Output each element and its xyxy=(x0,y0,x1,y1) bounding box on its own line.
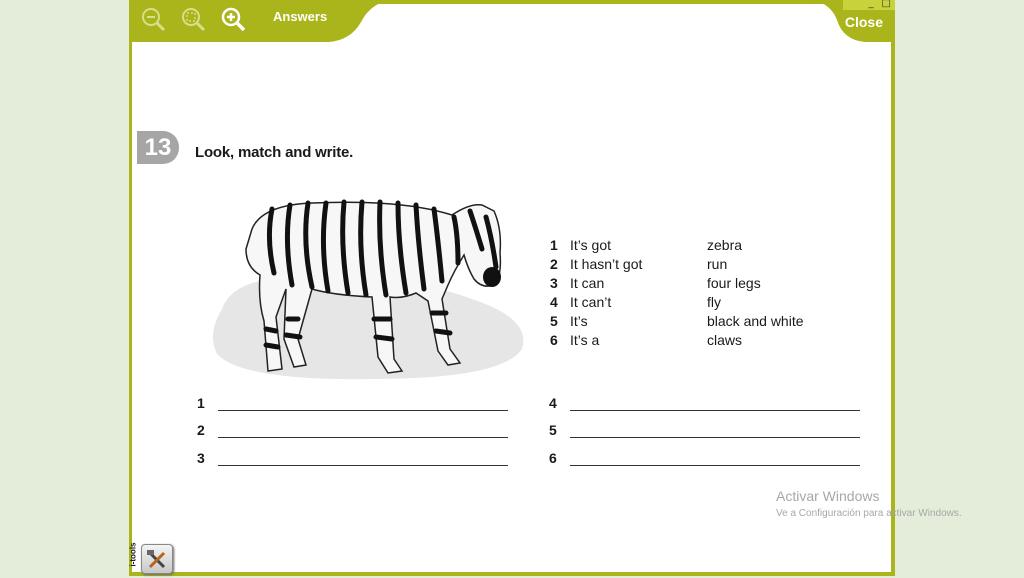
close-tab xyxy=(813,0,895,42)
toolbar xyxy=(129,0,387,42)
answer-line[interactable] xyxy=(570,437,860,438)
phrase-start[interactable]: It can’t xyxy=(570,294,612,310)
maximize-button[interactable]: □ xyxy=(881,0,891,9)
itools-panel xyxy=(129,538,177,576)
itools-button[interactable] xyxy=(141,544,173,574)
zoom-in-icon[interactable] xyxy=(219,6,249,32)
answer-line[interactable] xyxy=(218,437,508,438)
answer-number: 5 xyxy=(549,422,557,438)
zebra-image xyxy=(202,189,532,384)
window-controls xyxy=(843,0,895,11)
phrase-start[interactable]: It’s xyxy=(570,313,588,329)
exercise-instruction: Look, match and write. xyxy=(195,144,354,161)
item-number: 4 xyxy=(550,294,558,310)
item-number: 3 xyxy=(550,275,558,291)
phrase-end[interactable]: claws xyxy=(707,332,743,348)
answer-number: 3 xyxy=(197,450,205,466)
answer-number: 1 xyxy=(197,395,205,411)
windows-activation-watermark xyxy=(776,488,962,519)
item-number: 1 xyxy=(550,237,558,253)
itools-label: i-tools xyxy=(128,542,138,567)
answer-number: 2 xyxy=(197,422,205,438)
close-button[interactable]: Close xyxy=(844,14,883,30)
phrase-end[interactable]: zebra xyxy=(707,237,743,253)
watermark-title: Activar Windows xyxy=(776,488,880,504)
item-number: 6 xyxy=(550,332,558,348)
phrase-end[interactable]: fly xyxy=(707,294,721,310)
answers-button[interactable]: Answers xyxy=(273,9,328,24)
zoom-fit-icon[interactable] xyxy=(179,6,209,32)
phrase-start[interactable]: It hasn’t got xyxy=(570,256,643,272)
answer-number: 6 xyxy=(549,450,557,466)
watermark-subtitle: Ve a Configuración para activar Windows. xyxy=(776,508,962,519)
minimize-button[interactable]: _ xyxy=(868,0,874,9)
zoom-out-icon[interactable] xyxy=(139,6,169,32)
phrase-end[interactable]: four legs xyxy=(707,275,761,291)
phrase-start[interactable]: It’s a xyxy=(570,332,600,348)
tools-icon xyxy=(142,545,172,573)
answer-line[interactable] xyxy=(218,410,508,411)
answer-number: 4 xyxy=(549,395,557,411)
item-number: 5 xyxy=(550,313,558,329)
book-page xyxy=(128,0,891,572)
item-number: 2 xyxy=(550,256,558,272)
answer-line[interactable] xyxy=(570,410,860,411)
phrase-start[interactable]: It can xyxy=(570,275,605,291)
answer-line[interactable] xyxy=(218,465,508,466)
phrase-end[interactable]: run xyxy=(707,256,728,272)
phrase-end[interactable]: black and white xyxy=(707,313,804,329)
phrase-start[interactable]: It’s got xyxy=(570,237,611,253)
answer-line[interactable] xyxy=(570,465,860,466)
exercise-number: 13 xyxy=(137,131,179,164)
